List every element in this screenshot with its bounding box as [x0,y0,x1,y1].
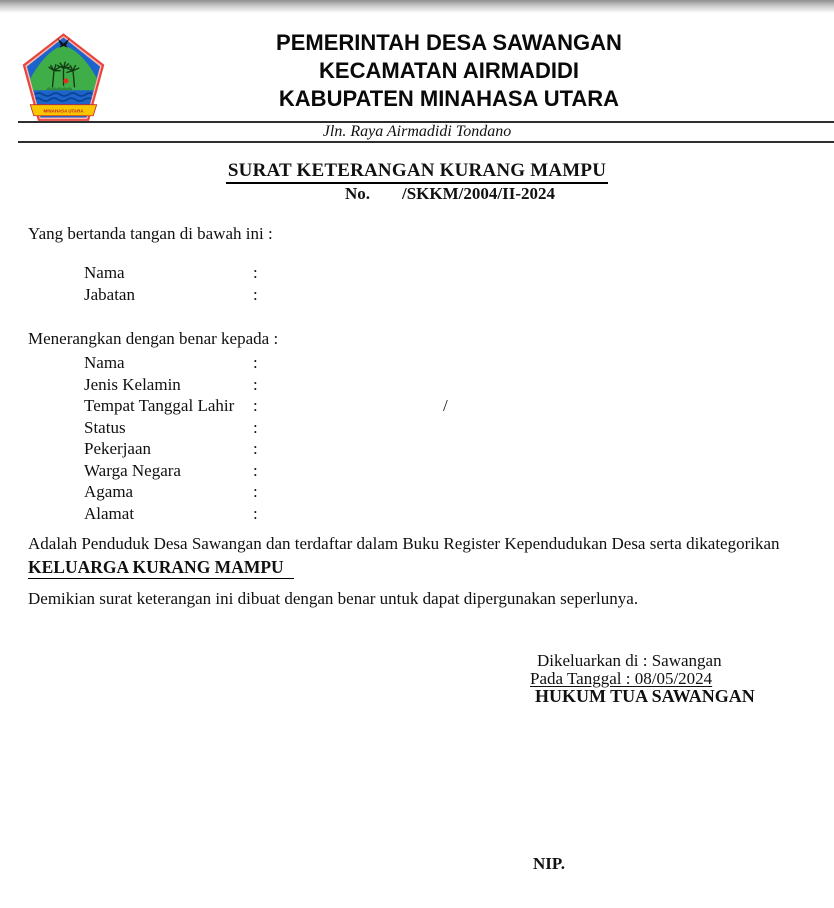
field-label: Agama [84,482,134,501]
closing-line: Demikian surat keterangan ini dibuat dengan benar untuk dapat dipergunakan seperlunya. [28,589,639,608]
field-colon: : [253,439,258,458]
org-name-line2: KECAMATAN AIRMADIDI [319,58,579,83]
official-title: HUKUM TUA SAWANGAN [535,686,755,706]
number-value: /SKKM/2004/II-2024 [402,184,556,203]
letterhead-rule-bottom [18,141,834,143]
field-colon: : [253,482,258,501]
number-label: No. [345,184,371,203]
field-label: Jenis Kelamin [84,375,181,394]
issued-place: Dikeluarkan di : Sawangan [537,651,722,670]
field-label: Tempat Tanggal Lahir [84,396,235,415]
category-line [28,559,294,577]
field-colon: : [253,461,258,480]
category-text: KELUARGA KURANG MAMPU [28,557,294,579]
org-name-line3: KABUPATEN MINAHASA UTARA [278,86,620,111]
field-colon: : [253,375,258,394]
opening-line: Yang bertanda tangan di bawah ini : [28,224,273,243]
field-label: Nama [84,353,125,372]
field-label: Status [84,418,126,437]
nip-label: NIP. [533,854,565,873]
field-colon: : [253,396,258,415]
field-label: Pekerjaan [84,439,152,458]
field-label: Warga Negara [84,461,181,480]
field-label: Alamat [84,504,135,523]
seal-banner-text: MINAHASA UTARA [43,108,84,114]
subject-opening-line: Menerangkan dengan benar kepada : [28,329,279,348]
letterhead [64,29,834,113]
letterhead-address: Jln. Raya Airmadidi Tondano [322,123,512,140]
field-colon: : [253,418,258,437]
issued-date: Pada Tanggal : 08/05/2024 [530,669,713,688]
field-colon: : [253,504,258,523]
org-name-line1: PEMERINTAH DESA SAWANGAN [276,30,622,55]
field-colon: : [253,263,258,282]
field-colon: : [253,285,258,304]
toolbar-shadow [0,0,834,13]
field-value: / [443,396,448,415]
field-colon: : [253,353,258,372]
document-title: SURAT KETERANGAN KURANG MAMPU [226,161,608,184]
field-label: Nama [84,263,125,282]
statement-line: Adalah Penduduk Desa Sawangan dan terdaftar dalam Buku Register Kependudukan Desa serta dikategorikan [28,534,780,553]
document-title-wrap [0,161,834,184]
field-label: Jabatan [84,285,135,304]
